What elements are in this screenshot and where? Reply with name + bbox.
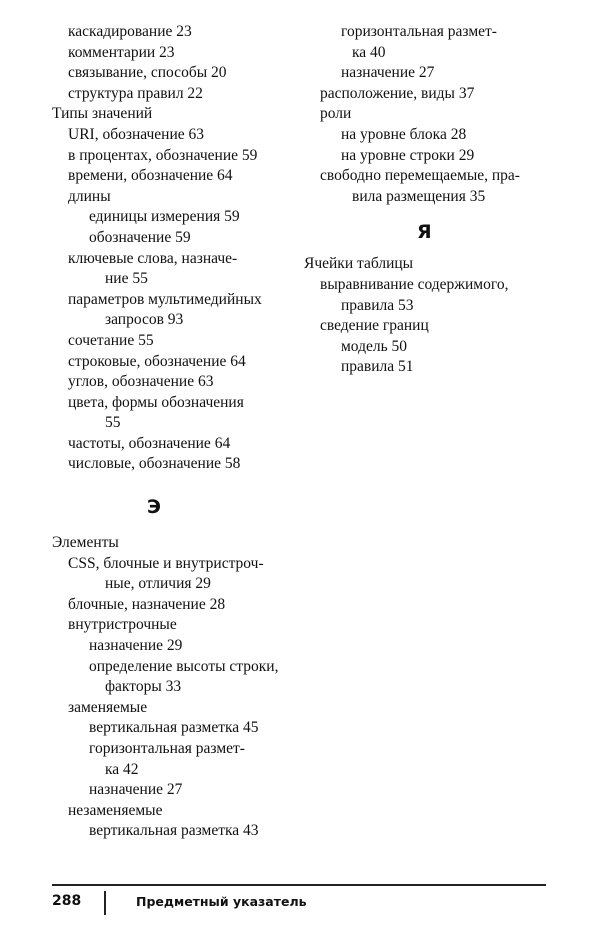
index-entry: в процентах, обозначение 59	[68, 146, 258, 164]
index-entry: расположение, виды 37	[320, 84, 475, 102]
index-entry: на уровне блока 28	[341, 125, 467, 143]
index-entry: блочные, назначение 28	[68, 595, 226, 613]
index-entry: частоты, обозначение 64	[68, 434, 231, 452]
index-column-left	[52, 22, 302, 842]
index-column-right	[304, 22, 594, 378]
index-entry: вертикальная разметка 43	[89, 822, 259, 840]
section-letter: Я	[417, 221, 432, 244]
section-letter: Э	[147, 496, 161, 519]
index-entry: углов, обозначение 63	[68, 373, 214, 391]
index-entry: вила размещения 35	[352, 187, 486, 205]
index-entry: вертикальная разметка 45	[89, 719, 259, 737]
index-entry: единицы измерения 59	[89, 208, 240, 226]
footer-separator	[104, 891, 106, 915]
index-entry: модель 50	[341, 337, 408, 355]
index-entry: ные, отличия 29	[105, 575, 211, 593]
index-entry: сочетание 55	[68, 331, 154, 349]
index-entry: связывание, способы 20	[68, 64, 227, 82]
index-entry: ние 55	[105, 270, 148, 288]
index-entry: назначение 27	[341, 64, 435, 82]
index-entry: каскадирование 23	[68, 23, 192, 40]
index-entry: строковые, обозначение 64	[68, 352, 246, 370]
index-entry: ключевые слова, назначе-	[68, 249, 238, 267]
index-entry: длины	[68, 187, 111, 205]
footer-rule	[52, 884, 546, 886]
index-entry: выравнивание содержимого,	[320, 275, 509, 293]
index-entry: горизонтальная размет-	[341, 23, 497, 40]
index-entry: числовые, обозначение 58	[68, 455, 241, 473]
index-entry: ка 40	[352, 43, 386, 61]
index-entry: 55	[105, 414, 121, 432]
index-entry: определение высоты строки,	[89, 657, 279, 675]
index-entry: роли	[320, 105, 352, 123]
index-entry: параметров мультимедийных	[68, 290, 262, 308]
index-entry: Элементы	[52, 534, 119, 552]
index-entry: ка 42	[105, 760, 139, 778]
index-entry: структура правил 22	[68, 84, 203, 102]
index-entry: факторы 33	[105, 678, 182, 696]
index-entry: назначение 29	[89, 637, 183, 655]
page-number: 288	[52, 893, 82, 909]
index-entry: обозначение 59	[89, 228, 191, 246]
index-entry: Типы значений	[52, 105, 153, 123]
index-entry: комментарии 23	[68, 43, 175, 61]
index-entry: правила 51	[341, 358, 414, 376]
index-entry: времени, обозначение 64	[68, 167, 233, 185]
index-entry: назначение 27	[89, 781, 183, 799]
index-entry: внутристрочные	[68, 616, 177, 634]
index-entry: URI, обозначение 63	[68, 125, 205, 143]
running-title: Предметный указатель	[136, 894, 307, 909]
index-entry: сведение границ	[320, 317, 429, 335]
index-entry: запросов 93	[105, 311, 184, 329]
index-entry: незаменяемые	[68, 801, 163, 819]
index-entry: на уровне строки 29	[341, 146, 475, 164]
index-entry: правила 53	[341, 296, 414, 314]
index-entry: горизонтальная размет-	[89, 740, 245, 757]
index-entry: заменяемые	[68, 698, 148, 716]
index-entry: свободно перемещаемые, пра-	[320, 167, 520, 185]
index-entry: Ячейки таблицы	[304, 255, 414, 273]
index-entry: CSS, блочные и внутристроч-	[68, 554, 264, 572]
index-entry: цвета, формы обозначения	[68, 393, 244, 411]
